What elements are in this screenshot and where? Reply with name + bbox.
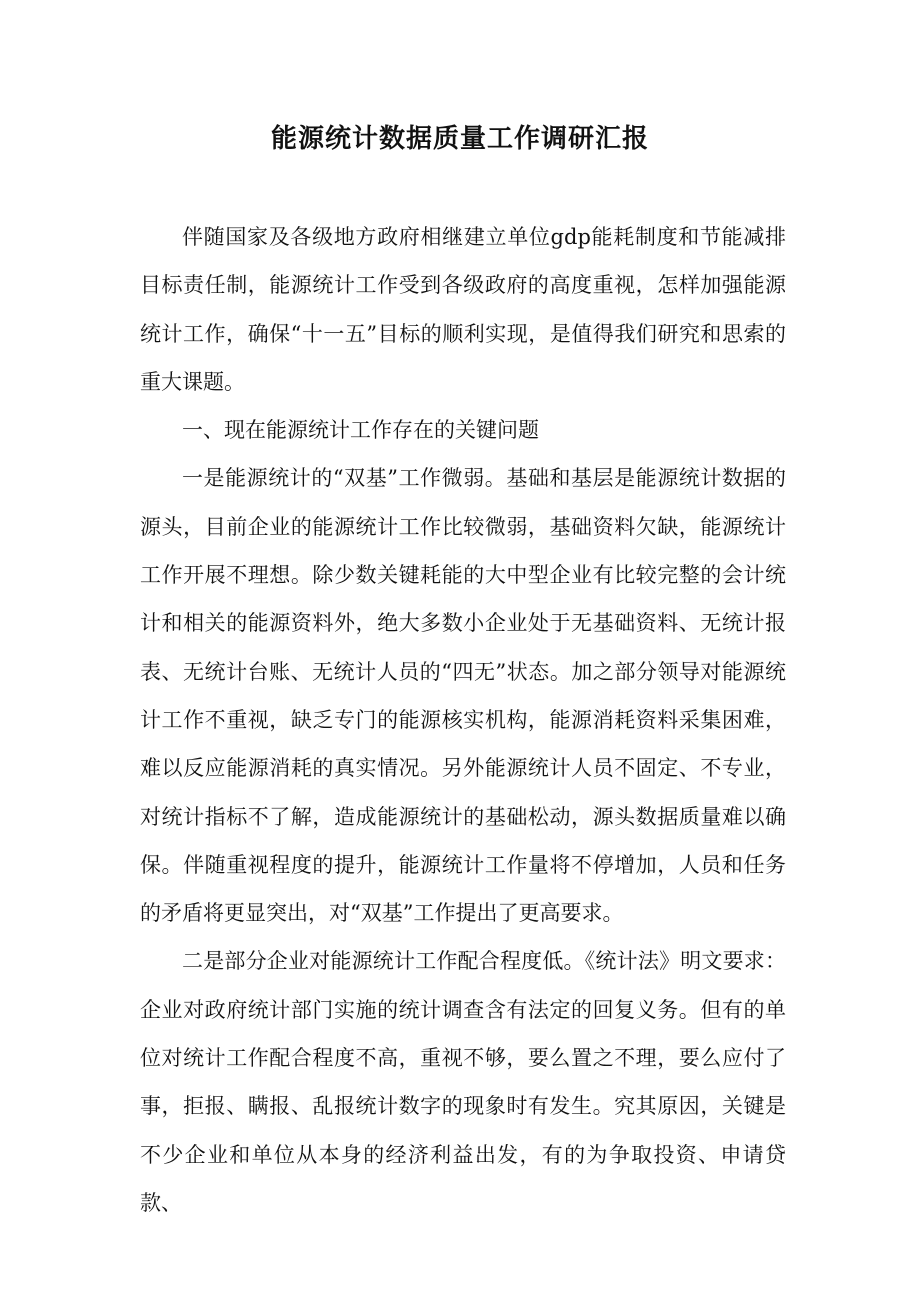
paragraph-problem-two: 二是部分企业对能源统计工作配合程度低。《统计法》明文要求：企业对政府统计部门实施的统计调查含有法定的回复义务。但有的单位对统计工作配合程度不高，重视不够，要么置之不理，要么应付了事，拒报、瞒报、乱报统计数字的现象时有发生。究其原因，关键是不少企业和单位从本身的经济利益出发，有的为争取投资、申请贷款、 (140, 949, 786, 1215)
section-heading-key-problems: 一、现在能源统计工作存在的关键问题 (182, 418, 539, 443)
paragraph-intro: 伴随国家及各级地方政府相继建立单位gdp能耗制度和节能减排目标责任制，能源统计工作受到各级政府的高度重视，怎样加强能源统计工作，确保“十一五”目标的顺利实现，是值得我们研究和思索的重大课题。 (140, 225, 786, 394)
paragraph-problem-one: 一是能源统计的“双基”工作微弱。基础和基层是能源统计数据的源头，目前企业的能源统计工作比较微弱，基础资料欠缺，能源统计工作开展不理想。除少数关键耗能的大中型企业有比较完整的会计统计和相关的能源资料外，绝大多数小企业处于无基础资料、无统计报表、无统计台账、无统计人员的“四无”状态。加之部分领导对能源统计工作不重视，缺乏专门的能源核实机构，能源消耗资料采集困难，难以反应能源消耗的真实情况。另外能源统计人员不固定、不专业，对统计指标不了解，造成能源统计的基础松动，源头数据质量难以确保。伴随重视程度的提升，能源统计工作量将不停增加，人员和任务的矛盾将更显突出，对“双基”工作提出了更高要求。 (140, 466, 786, 926)
document-title: 能源统计数据质量工作调研汇报 (270, 124, 649, 154)
document-body (140, 213, 786, 1227)
